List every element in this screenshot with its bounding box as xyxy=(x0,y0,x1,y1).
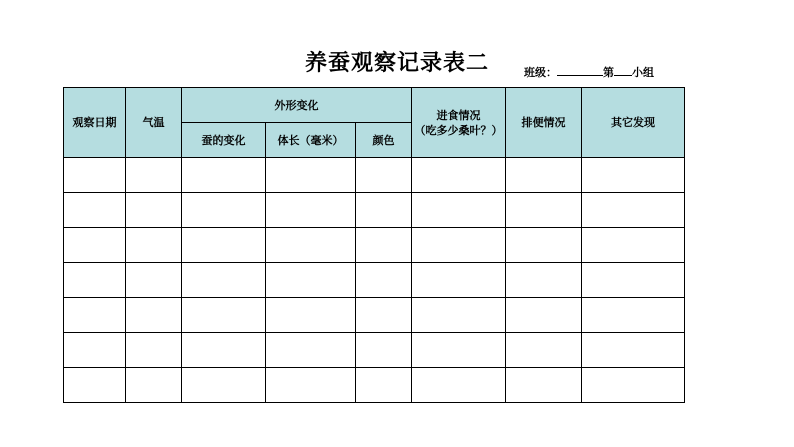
table-cell[interactable] xyxy=(126,298,182,333)
table-row xyxy=(64,263,685,298)
table-cell[interactable] xyxy=(412,368,506,403)
table-cell[interactable] xyxy=(64,228,126,263)
observation-table xyxy=(63,87,685,403)
table-cell[interactable] xyxy=(506,333,582,368)
class-blank[interactable] xyxy=(557,64,603,76)
table-cell[interactable] xyxy=(356,298,412,333)
table-cell[interactable] xyxy=(126,193,182,228)
group-prefix: 第 xyxy=(603,66,614,79)
header-color: 颜色 xyxy=(356,123,412,158)
table-cell[interactable] xyxy=(126,263,182,298)
table-cell[interactable] xyxy=(356,193,412,228)
table-cell[interactable] xyxy=(412,158,506,193)
header-excretion: 排便情况 xyxy=(506,88,582,158)
group-suffix: 小组 xyxy=(632,66,654,79)
header-body-length: 体长（毫米） xyxy=(266,123,356,158)
table-cell[interactable] xyxy=(182,298,266,333)
table-cell[interactable] xyxy=(182,193,266,228)
header-other: 其它发现 xyxy=(582,88,685,158)
table-cell[interactable] xyxy=(266,228,356,263)
table-row xyxy=(64,368,685,403)
table-cell[interactable] xyxy=(356,333,412,368)
table-row xyxy=(64,228,685,263)
table-cell[interactable] xyxy=(412,228,506,263)
table-cell[interactable] xyxy=(582,228,685,263)
table-cell[interactable] xyxy=(64,368,126,403)
table-cell[interactable] xyxy=(126,368,182,403)
table-cell[interactable] xyxy=(582,193,685,228)
table-cell[interactable] xyxy=(64,193,126,228)
table-row xyxy=(64,158,685,193)
table-cell[interactable] xyxy=(506,193,582,228)
table-cell[interactable] xyxy=(64,298,126,333)
table-cell[interactable] xyxy=(412,333,506,368)
table-cell[interactable] xyxy=(266,333,356,368)
table-cell[interactable] xyxy=(412,193,506,228)
table-cell[interactable] xyxy=(582,333,685,368)
header-feeding-line1: 进食情况 xyxy=(436,108,481,122)
table-cell[interactable] xyxy=(64,333,126,368)
table-cell[interactable] xyxy=(266,158,356,193)
table-body xyxy=(64,158,685,403)
table-cell[interactable] xyxy=(126,158,182,193)
table-cell[interactable] xyxy=(182,368,266,403)
table-cell[interactable] xyxy=(582,263,685,298)
table-cell[interactable] xyxy=(126,228,182,263)
group-blank[interactable] xyxy=(614,64,632,76)
table-cell[interactable] xyxy=(506,368,582,403)
header-date: 观察日期 xyxy=(64,88,126,158)
table-row xyxy=(64,298,685,333)
header-feeding-line2: （吃多少桑叶？） xyxy=(414,123,503,137)
table-cell[interactable] xyxy=(506,228,582,263)
table-cell[interactable] xyxy=(356,263,412,298)
table-cell[interactable] xyxy=(506,158,582,193)
class-group-line xyxy=(524,64,654,82)
table-cell[interactable] xyxy=(266,263,356,298)
table-cell[interactable] xyxy=(582,368,685,403)
header-silkworm-change: 蚕的变化 xyxy=(182,123,266,158)
table-cell[interactable] xyxy=(64,158,126,193)
table-cell[interactable] xyxy=(356,368,412,403)
table-cell[interactable] xyxy=(126,333,182,368)
table-cell[interactable] xyxy=(412,263,506,298)
page-title: 养蚕观察记录表二 xyxy=(304,50,489,76)
table-cell[interactable] xyxy=(266,368,356,403)
table-cell[interactable] xyxy=(266,298,356,333)
table-cell[interactable] xyxy=(182,158,266,193)
table-cell[interactable] xyxy=(356,228,412,263)
table-cell[interactable] xyxy=(582,158,685,193)
header-feeding xyxy=(412,88,506,158)
table-cell[interactable] xyxy=(506,298,582,333)
table-cell[interactable] xyxy=(506,263,582,298)
table-cell[interactable] xyxy=(182,333,266,368)
class-label: 班级： xyxy=(524,66,557,79)
table-row xyxy=(64,333,685,368)
header-temperature: 气温 xyxy=(126,88,182,158)
header-appearance: 外形变化 xyxy=(182,88,412,123)
table-cell[interactable] xyxy=(182,263,266,298)
table-cell[interactable] xyxy=(182,228,266,263)
table-row xyxy=(64,193,685,228)
table-cell[interactable] xyxy=(356,158,412,193)
table-cell[interactable] xyxy=(582,298,685,333)
table-cell[interactable] xyxy=(412,298,506,333)
table-cell[interactable] xyxy=(266,193,356,228)
table-cell[interactable] xyxy=(64,263,126,298)
